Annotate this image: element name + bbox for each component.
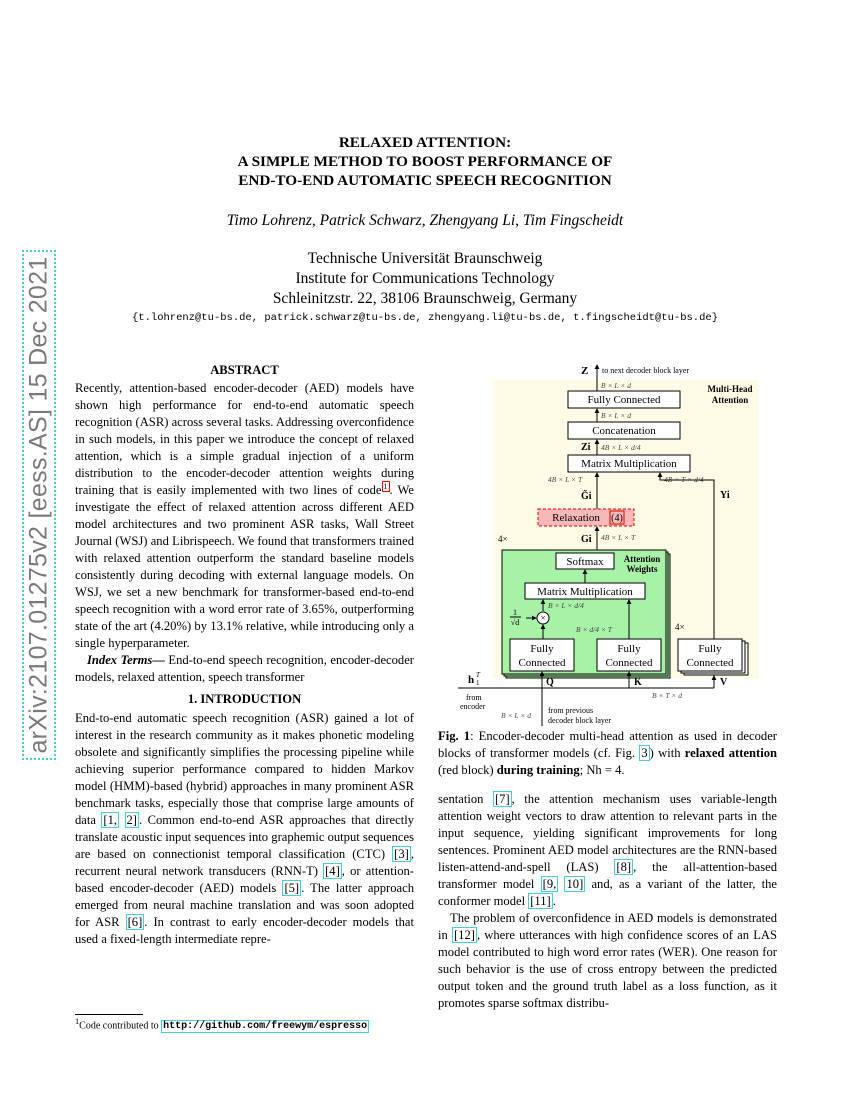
g-tilde-label: G̃i — [581, 491, 592, 502]
rc-p1e: . — [552, 894, 556, 908]
multiply-symbol: × — [540, 613, 546, 623]
intro-s5: . The latter approach emerged from neural machine translation and was soon adopted for ASR — [75, 881, 414, 929]
dim-bld-3: B × L × d — [501, 711, 531, 720]
matmul-inner-label: Matrix Multiplication — [537, 586, 633, 598]
z-label: Z — [581, 365, 589, 377]
fc-k-line-2: Connected — [605, 657, 653, 669]
footnote-rule — [75, 1014, 143, 1015]
from-encoder-1: from — [466, 693, 482, 702]
dim-4bld4: 4B × L × d/4 — [601, 443, 641, 452]
four-x-v: 4× — [675, 622, 685, 632]
caption-b1: relaxed attention — [684, 746, 777, 760]
intro-s2: . Common end-to-end ASR approaches that directly translate acoustic input sequences into graphemic output sequences are based on connectionist temporal classification (CTC) — [75, 813, 414, 861]
left-column — [75, 362, 414, 948]
affiliation-line-1: Technische Universität Braunschweig — [307, 250, 543, 267]
rc-p2b: , where utterances with high confidence scores of an LAS model contributed to high word error rates (WER). One reason for such behavior is the use of cross entropy between the predicted output token and the ground truth label as a loss function, as it promotes sparse softmax distribu- — [438, 928, 777, 1010]
four-x-attention: 4× — [498, 534, 508, 544]
abstract-body — [75, 380, 414, 652]
aw-title-1: Attention — [623, 554, 661, 564]
rc-p1b: , the attention mechanism uses variable-length attention weight vectors to draw attention to relevant parts in the input sequence, yielding significant improvements for long sentences. Prominent AED model architectures are the RNN-based listen-attend-and-spell (LAS) — [438, 792, 777, 874]
v-label: V — [720, 677, 728, 688]
intro-s6: . In contrast to early encoder-decoder models that used a fixed-length intermediate repre- — [75, 915, 414, 946]
title-line-1: RELAXED ATTENTION: — [338, 134, 512, 151]
index-terms — [75, 652, 414, 686]
index-terms-text: End-to-end speech recognition, encoder-decoder models, relaxed attention, speech transformer — [75, 653, 414, 684]
right-para-2 — [438, 910, 777, 1012]
index-terms-label: Index Terms— — [87, 653, 165, 667]
figure-1 — [438, 360, 777, 730]
mha-title-2: Attention — [711, 395, 749, 405]
citation-1[interactable]: [1, — [103, 813, 118, 827]
from-encoder-2: encoder — [460, 702, 486, 711]
dim-bld-2: B × L × d — [601, 411, 631, 420]
arxiv-id: arXiv:2107.01275v2 [eess.AS] 15 Dec 2021 — [24, 256, 53, 754]
right-column — [438, 791, 777, 1012]
intro-heading: 1. INTRODUCTION — [187, 692, 302, 706]
concat-label: Concatenation — [592, 425, 656, 437]
footnote — [75, 1017, 420, 1032]
intro-s1: End-to-end automatic speech recognition (ASR) gained a lot of interest in the research community as it makes phonetic modeling obsolete and significantly simplifies the processing pipeline while achieving superior performance compared to hidden Markov model (HMM)-based (hybrid) approaches in many prominent ASR benchmark tasks, especially those that comprise large amounts of data — [75, 711, 414, 827]
dim-4blt-2: 4B × L × T — [601, 533, 636, 542]
softmax-label: Softmax — [566, 556, 604, 568]
footnote-mark: 1 — [75, 1017, 80, 1026]
caption-fig-label: Fig. 1 — [438, 729, 471, 743]
abstract-text-b: . We investigate the effect of relaxed attention across different AED model architectures and two prominent ASR tasks, Wall Street Journal (WSJ) and Librispeech. We found that transformers trained with relaxed attention outperform the standard baseline models consistently during decoding with external language models. On WSJ, we set a new benchmark for transformer-based end-to-end speech recognition with a word error rate of 3.65%, outperforming state of the art (4.20%) by 13.1% relative, while introducing only a single hyperparameter. — [75, 483, 414, 650]
attention-diagram — [438, 360, 777, 730]
matmul-top-label: Matrix Multiplication — [581, 458, 677, 470]
relaxation-ref[interactable]: (4) — [611, 513, 623, 524]
title-line-3: END-TO-END AUTOMATIC SPEECH RECOGNITION — [238, 172, 612, 189]
citation-12[interactable]: [12] — [453, 928, 475, 942]
citation-11[interactable]: [11] — [530, 894, 551, 908]
citation-3[interactable]: [3] — [394, 847, 409, 861]
dim-bld-1: B × L × d — [601, 381, 631, 390]
intro-s3: , recurrent neural network transducers (RNN-T) — [75, 847, 414, 878]
affiliation-line-3: Schleinitzstr. 22, 38106 Braunschweig, Germany — [272, 290, 578, 307]
arxiv-stamp — [22, 250, 56, 760]
citation-9[interactable]: [9, — [542, 877, 557, 891]
paper-title — [0, 133, 850, 190]
dim-bld4: B × L × d/4 — [548, 601, 584, 610]
top-note: to next decoder block layer — [602, 366, 690, 375]
abstract-heading: ABSTRACT — [210, 363, 279, 377]
abstract-text-a: Recently, attention-based encoder-decoder (AED) models have shown high performance for end-to-end automatic speech recognition (ASR) across several tasks. Addressing overconfidence in such models, in this paper we introduce the concept of relaxed attention, which is a simple gradual injection of a uniform distribution to the encoder-decoder attention weights during training that is easily implemented with two lines of code — [75, 381, 414, 497]
dim-btd: B × T × d — [652, 691, 682, 700]
dim-4blt: 4B × L × T — [548, 475, 583, 484]
caption-b2: during training — [496, 763, 580, 777]
authors: Timo Lohrenz, Patrick Schwarz, Zhengyang Li, Tim Fingscheidt — [226, 212, 624, 229]
caption-fig-ref[interactable]: 3 — [641, 746, 648, 760]
citation-5[interactable]: [5] — [284, 881, 300, 895]
h-label: h — [468, 674, 475, 686]
scale-den: √d — [510, 618, 520, 627]
rc-p2a: The problem of overconfidence in AED models is demonstrated in — [438, 911, 777, 942]
citation-8[interactable]: [8] — [616, 860, 632, 874]
q-label: Q — [546, 677, 554, 688]
g-label: Gi — [581, 534, 592, 545]
citation-2[interactable]: 2] — [126, 813, 137, 827]
k-label: K — [634, 677, 642, 688]
scale-num: 1 — [513, 608, 517, 617]
citation-4[interactable]: [4] — [325, 864, 340, 878]
citation-7[interactable]: [7] — [494, 792, 510, 806]
y-label: Yi — [720, 490, 730, 501]
fc-k-line-1: Fully — [617, 643, 641, 655]
figure-caption — [438, 728, 777, 779]
caption-t2: ) with — [649, 746, 685, 760]
caption-t4: ; Nh = 4. — [579, 763, 625, 777]
rc-p1a: sentation — [438, 792, 493, 806]
fc-q-line-2: Connected — [518, 657, 566, 669]
from-prev-1: from previous — [548, 706, 594, 715]
mha-title-1: Multi-Head — [707, 384, 753, 394]
footnote-text: Code contributed to — [79, 1020, 162, 1032]
relaxation-label: Relaxation — [552, 512, 600, 524]
affiliation — [0, 249, 850, 309]
footnote-link[interactable]: 1 — [383, 481, 388, 491]
fc-v-line-2: Connected — [686, 657, 734, 669]
citation-10[interactable]: 10] — [566, 877, 584, 891]
affiliation-line-2: Institute for Communications Technology — [295, 270, 555, 287]
aw-title-2: Weights — [626, 564, 658, 574]
h-sub: 1 — [476, 679, 480, 687]
rc-p1d: and, as a variant of the latter, the conformer model — [438, 877, 777, 908]
zi-label: Zi — [581, 442, 591, 453]
h-sup: T — [476, 671, 480, 679]
intro-body — [75, 710, 414, 948]
fc-top-label: Fully Connected — [587, 394, 661, 406]
dim-4btd4: 4B × T × d/4 — [664, 475, 704, 484]
rc-p1c: , the all-attention-based transformer model — [438, 860, 777, 891]
right-para-1 — [438, 791, 777, 910]
caption-t3: (red block) — [438, 763, 497, 777]
intro-s4: , or attention-based encoder-decoder (AED) models — [75, 864, 414, 895]
code-url-link[interactable]: http://github.com/freewym/espresso — [163, 1021, 368, 1033]
fc-q-line-1: Fully — [530, 643, 554, 655]
dim-bd4t: B × d/4 × T — [576, 625, 612, 634]
author-emails: {t.lohrenz@tu-bs.de, patrick.schwarz@tu-bs.de, zhengyang.li@tu-bs.de, t.fingscheidt@tu-bs.de} — [132, 312, 718, 324]
from-prev-2: decoder block layer — [548, 716, 612, 725]
citation-6[interactable]: [6] — [127, 915, 143, 929]
fc-v-line-1: Fully — [698, 643, 722, 655]
caption-t1: : Encoder-decoder multi-head attention as used in decoder blocks of transformer models (cf. Fig. — [438, 729, 777, 760]
title-line-2: A SIMPLE METHOD TO BOOST PERFORMANCE OF — [237, 153, 613, 170]
